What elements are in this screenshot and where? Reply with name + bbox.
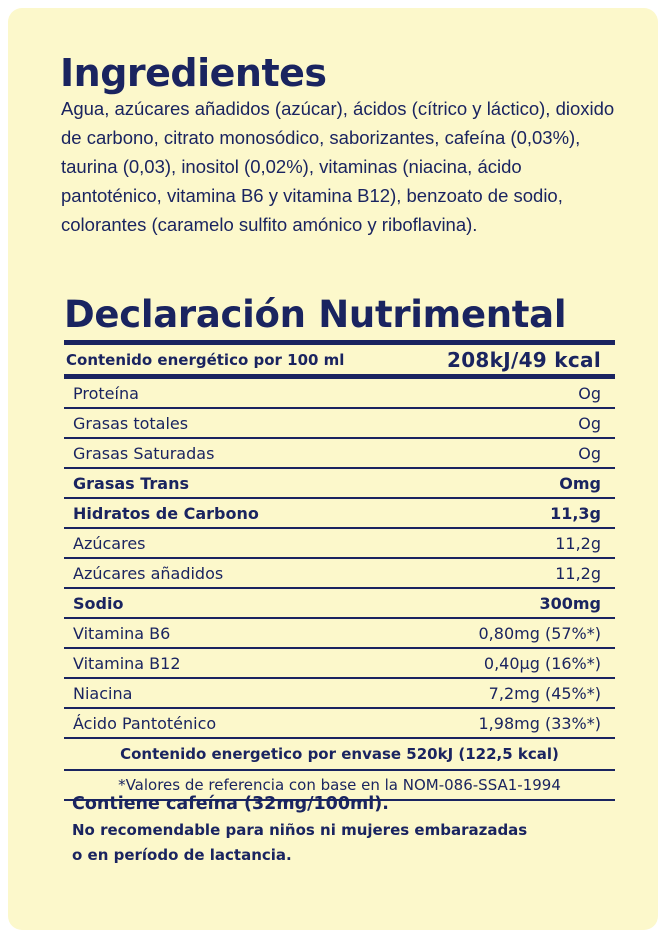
warning-line-2: o en período de lactancia. (72, 846, 292, 864)
nutrient-label: Azúcares (73, 533, 146, 553)
nutrient-label: Sodio (73, 593, 124, 613)
nutrient-value: Og (578, 383, 601, 403)
energy-row (64, 345, 615, 379)
energy-value: 208kJ/49 kcal (447, 347, 601, 372)
nutrient-row-saturated-fat (64, 439, 615, 469)
ingredients-text: Agua, azúcares añadidos (azúcar), ácidos (cítrico y láctico), dioxido de carbono, citrato monosódico, saborizantes, cafeína (0,03%), taurina (0,03), inositol (0,02%), vitaminas (niacina, ácido pantoténico, vitamina B6 y vitamina B12), benzoato de sodio, colorantes (caramelo sulfito amónico y riboflavina). (61, 98, 615, 235)
nutrient-row-sugars (64, 529, 615, 559)
nutrient-label: Vitamina B12 (73, 653, 181, 673)
nutrient-row-sodium (64, 589, 615, 619)
nutrient-value: Og (578, 413, 601, 433)
nutrient-value: 300mg (539, 593, 601, 613)
nutrient-label: Grasas Trans (73, 473, 189, 493)
nutrient-value: Og (578, 443, 601, 463)
nutrient-label: Proteína (73, 383, 139, 403)
nutrient-value: 7,2mg (45%*) (488, 683, 601, 703)
nutrient-value: 0,40µg (16%*) (483, 653, 601, 673)
nutrient-value: 0,80mg (57%*) (478, 623, 601, 643)
nutrient-row-total-fat (64, 409, 615, 439)
nutrient-value: 11,2g (555, 533, 601, 553)
nutrient-row-protein (64, 379, 615, 409)
nutrient-label: Grasas Saturadas (73, 443, 215, 463)
nutrient-row-carbohydrates (64, 499, 615, 529)
caffeine-content-text: Contiene cafeína (32mg/100ml). (72, 794, 389, 814)
nutrient-label: Ácido Pantoténico (73, 713, 217, 733)
nutrient-value: 11,2g (555, 563, 601, 583)
nutrient-value: 11,3g (550, 503, 601, 523)
nutrient-row-trans-fat (64, 469, 615, 499)
nutrient-row-pantothenic-acid (64, 709, 615, 739)
ingredients-title: Ingredientes (60, 51, 327, 95)
nutrient-label: Azúcares añadidos (73, 563, 224, 583)
package-energy-text: Contenido energetico por envase 520kJ (122,5 kcal) (120, 745, 559, 763)
nutrient-row-niacin (64, 679, 615, 709)
nutrition-title: Declaración Nutrimental (64, 287, 615, 345)
nutrient-label: Vitamina B6 (73, 623, 171, 643)
caffeine-warning (72, 790, 612, 868)
nutrient-label: Hidratos de Carbono (73, 503, 259, 523)
nutrient-value: 1,98mg (33%*) (478, 713, 601, 733)
warning-line-1: No recomendable para niños ni mujeres embarazadas (72, 821, 528, 839)
nutrient-row-added-sugars (64, 559, 615, 589)
nutrient-row-vitamin-b6 (64, 619, 615, 649)
package-energy-row (64, 739, 615, 771)
nutrient-label: Grasas totales (73, 413, 189, 433)
energy-label: Contenido energético por 100 ml (66, 350, 345, 369)
nutrition-table (64, 287, 615, 801)
nutrient-label: Niacina (73, 683, 133, 703)
nutrient-value: Omg (559, 473, 601, 493)
nutrient-row-vitamin-b12 (64, 649, 615, 679)
reference-text: *Valores de referencia con base en la NOM-086-SSA1-1994 (118, 776, 561, 794)
